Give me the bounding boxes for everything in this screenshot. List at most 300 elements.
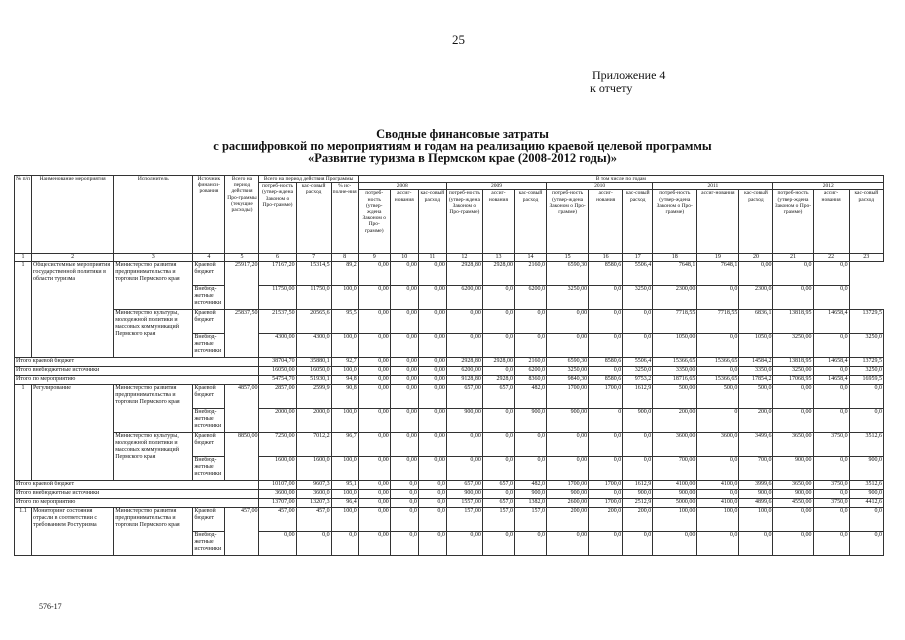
total-row — [15, 490, 884, 499]
table-cell-value: 3250,0 — [623, 367, 653, 376]
table-cell-value: 0,00 — [358, 457, 390, 481]
table-cell-value: 0,0 — [623, 457, 653, 481]
table-cell-value: 8580,6 — [589, 262, 623, 286]
table-cell-value: 1600,00 — [259, 457, 296, 481]
page-number: 25 — [452, 32, 465, 47]
column-number: 23 — [849, 254, 883, 262]
col-header-cash-2008: кас-совый расход — [418, 190, 446, 254]
table-cell-value: 900,0 — [739, 490, 773, 499]
total-program-value: 25837,50 — [225, 310, 259, 358]
footer-code: 576-17 — [39, 602, 62, 611]
table-cell-value: 6200,0 — [514, 367, 546, 376]
table-cell-value: 1050,0 — [739, 334, 773, 358]
table-cell-value: 0,0 — [390, 532, 418, 556]
table-cell-value: 0,00 — [773, 385, 813, 409]
table-cell-value: 900,00 — [446, 409, 482, 433]
table-cell-value: 900,0 — [514, 490, 546, 499]
table-cell-value: 482,0 — [514, 481, 546, 490]
table-cell-value: 0,0 — [418, 490, 446, 499]
table-cell-value: 0,00 — [358, 334, 390, 358]
table-cell-value: 0,00 — [390, 433, 418, 457]
table-cell-value: 0,00 — [390, 409, 418, 433]
total-row — [15, 481, 884, 490]
total-row — [15, 376, 884, 385]
measure-name: Общесистемные мероприятия государственной политики в области туризма — [32, 262, 114, 358]
table-cell-value: 0,00 — [390, 358, 418, 367]
table-cell-value: 3512,6 — [849, 433, 883, 457]
table-cell-value: 2300,00 — [653, 286, 697, 310]
table-cell-value: 15366,65 — [697, 358, 739, 367]
table-cell-value: 900,0 — [623, 409, 653, 433]
table-cell-value: 200,0 — [589, 508, 623, 532]
table-cell-value: 0,0 — [418, 499, 446, 508]
table-cell-value: 0,0 — [514, 433, 546, 457]
table-cell-value: 2599,9 — [296, 385, 331, 409]
table-cell-value: 0,00 — [390, 385, 418, 409]
table-cell-value: 200,0 — [623, 508, 653, 532]
table-cell-value: 0,00 — [390, 376, 418, 385]
table-cell-value: 38704,70 — [259, 358, 296, 367]
table-cell-value: 4412,6 — [849, 499, 883, 508]
table-cell-value: 3750,0 — [813, 499, 849, 508]
col-header-need-2008: потреб-ность (утвер-ждена Законом о Про-грамме) — [358, 190, 390, 254]
table-cell-value: 0,0 — [514, 334, 546, 358]
table-cell-value: 0,00 — [358, 490, 390, 499]
table-cell-value: 92,7 — [331, 358, 358, 367]
table-cell-value: 657,0 — [482, 499, 514, 508]
table-cell-value: 0,00 — [390, 310, 418, 334]
table-cell-value: 200,0 — [739, 409, 773, 433]
table-cell-value: 13207,3 — [296, 499, 331, 508]
table-cell-value: 2928,80 — [446, 358, 482, 367]
table-cell-value: 0,0 — [514, 532, 546, 556]
executor-name: Министерство развития предпринимательства и торговли Пермского края — [114, 262, 193, 310]
table-cell-value: 0,0 — [849, 385, 883, 409]
table-cell-value: 900,00 — [773, 457, 813, 481]
table-cell-value: 3250,00 — [547, 286, 589, 310]
table-cell-value: 0,0 — [589, 433, 623, 457]
executor-name: Министерство развития предпринимательства и торговли Пермского края — [114, 385, 193, 433]
table-row — [15, 385, 884, 409]
table-cell-value: 3600,0 — [296, 490, 331, 499]
table-cell-value: 900,00 — [446, 490, 482, 499]
table-cell-value: 900,0 — [623, 490, 653, 499]
table-cell-value: 8580,6 — [589, 376, 623, 385]
table-cell-value: 3350,0 — [739, 367, 773, 376]
appendix-line-2: к отчету — [590, 81, 633, 95]
table-cell-value: 7718,55 — [697, 310, 739, 334]
table-cell-value: 0,0 — [482, 310, 514, 334]
column-number: 13 — [482, 254, 514, 262]
table-cell-value: 0,0 — [739, 532, 773, 556]
executor-name: Министерство культуры, молодежной политики и массовых коммуникаций Пермского края — [114, 310, 193, 358]
table-cell-value: 0,00 — [446, 532, 482, 556]
total-row — [15, 367, 884, 376]
table-cell-value: 0,00 — [418, 310, 446, 334]
row-number: 1 — [15, 385, 32, 481]
table-cell-value: 0,0 — [697, 532, 739, 556]
table-cell-value: 3499,6 — [739, 433, 773, 457]
column-number: 9 — [358, 254, 390, 262]
col-header-need: потреб-ность (утвер-ждена Законом о Про-грамме) — [259, 183, 296, 254]
table-cell-value: 1050,00 — [653, 334, 697, 358]
table-cell-value: 4100,0 — [697, 481, 739, 490]
table-cell-value: 457,0 — [296, 508, 331, 532]
table-cell-value: 0,0 — [623, 532, 653, 556]
table-cell-value: 0,0 — [849, 532, 883, 556]
column-number: 6 — [259, 254, 296, 262]
table-cell-value: 0,0 — [482, 490, 514, 499]
table-cell-value: 0,00 — [358, 532, 390, 556]
table-cell-value: 96,7 — [331, 433, 358, 457]
col-header-cash-2011: кас-совый расход — [739, 190, 773, 254]
total-label: Итого краевой бюджет — [15, 358, 259, 367]
table-cell-value: 900,0 — [849, 490, 883, 499]
table-cell-value: 3650,00 — [773, 433, 813, 457]
table-cell-value: 0,00 — [358, 433, 390, 457]
table-cell-value: 0,0 — [482, 334, 514, 358]
table-cell-value: 5506,4 — [623, 358, 653, 367]
table-cell-value: 1557,00 — [446, 499, 482, 508]
table-cell-value: 0,00 — [547, 310, 589, 334]
funding-source: Внебюд-жетные источники — [193, 457, 225, 481]
funding-source: Краевой бюджет — [193, 262, 225, 286]
table-cell-value: 17167,20 — [259, 262, 296, 286]
table-cell-value: 6200,0 — [514, 286, 546, 310]
table-cell-value: 0,00 — [446, 433, 482, 457]
table-cell-value: 54754,70 — [259, 376, 296, 385]
table-cell-value: 657,00 — [446, 385, 482, 409]
table-cell-value: 0,0 — [482, 457, 514, 481]
table-cell-value: 0,00 — [390, 262, 418, 286]
table-cell-value: 1700,0 — [589, 499, 623, 508]
column-number: 10 — [390, 254, 418, 262]
column-number: 22 — [813, 254, 849, 262]
table-cell-value: 5000,00 — [653, 499, 697, 508]
year-header-2009: 2009 — [446, 183, 546, 190]
table-cell-value: 0,0 — [813, 508, 849, 532]
table-cell-value: 2512,9 — [623, 499, 653, 508]
table-cell-value: 89,2 — [331, 262, 358, 286]
funding-source: Внебюд-жетные источники — [193, 409, 225, 433]
table-cell-value: 0,00 — [418, 433, 446, 457]
table-cell-value: 7250,00 — [259, 433, 296, 457]
table-cell-value: 900,0 — [514, 409, 546, 433]
table-cell-value: 6836,1 — [739, 310, 773, 334]
table-cell-value: 1612,9 — [623, 385, 653, 409]
col-header-source: Источник финанси-рования — [193, 176, 225, 254]
col-header-period: Всего на период действия Программы — [259, 176, 358, 183]
table-cell-value: 0,00 — [547, 457, 589, 481]
col-header-assign-2012: ассиг-нования — [813, 190, 849, 254]
table-cell-value: 0,00 — [418, 286, 446, 310]
column-number: 19 — [697, 254, 739, 262]
table-cell-value: 13818,95 — [773, 358, 813, 367]
table-cell-value: 2857,00 — [259, 385, 296, 409]
table-cell-value: 3750,0 — [813, 481, 849, 490]
table-cell-value: 3250,00 — [773, 334, 813, 358]
table-cell-value: 0,00 — [390, 334, 418, 358]
table-cell-value: 900,00 — [773, 490, 813, 499]
table-cell-value: 8360,0 — [514, 376, 546, 385]
total-program-value: 25917,20 — [225, 262, 259, 310]
table-cell-value: 6590,30 — [547, 262, 589, 286]
executor-name: Министерство культуры, молодежной политики и массовых коммуникаций Пермского края — [114, 433, 193, 481]
funding-source: Краевой бюджет — [193, 508, 225, 532]
table-cell-value: 7648,1 — [653, 262, 697, 286]
row-number: 1.1 — [15, 508, 32, 556]
table-cell-value: 0,0 — [697, 334, 739, 358]
col-header-cash-2010: кас-совый расход — [623, 190, 653, 254]
table-cell-value: 457,00 — [259, 508, 296, 532]
col-header-assign-2010: ассиг-нования — [589, 190, 623, 254]
table-cell-value: 0,0 — [623, 433, 653, 457]
table-cell-value: 100,0 — [331, 508, 358, 532]
table-cell-value: 2160,0 — [514, 262, 546, 286]
col-header-pct: % ис-полне-ния — [331, 183, 358, 254]
table-cell-value: 4100,00 — [653, 481, 697, 490]
table-cell-value: 21537,50 — [259, 310, 296, 334]
column-number: 12 — [446, 254, 482, 262]
table-cell-value: 0,00 — [773, 409, 813, 433]
col-header-exec: Исполнитель — [114, 176, 193, 254]
table-cell-value: 4550,00 — [773, 499, 813, 508]
table-cell-value: 0,0 — [623, 334, 653, 358]
column-number: 8 — [331, 254, 358, 262]
table-cell-value: 0,0 — [589, 367, 623, 376]
table-cell-value: 3250,0 — [849, 367, 883, 376]
table-cell-value: 0,0 — [331, 532, 358, 556]
table-cell-value: 2000,00 — [259, 409, 296, 433]
table-cell-value: 0,0 — [482, 367, 514, 376]
table-cell-value: 900,00 — [547, 409, 589, 433]
col-header-assign-2008: ассиг-нования — [390, 190, 418, 254]
table-cell-value: 51930,1 — [296, 376, 331, 385]
table-cell-value: 200,00 — [547, 508, 589, 532]
column-number: 1 — [15, 254, 32, 262]
table-cell-value: 0 — [697, 409, 739, 433]
table-cell-value: 0,00 — [358, 499, 390, 508]
table-cell-value: 2928,0 — [482, 376, 514, 385]
table-cell-value: 200,00 — [653, 409, 697, 433]
table-cell-value: 11750,00 — [259, 286, 296, 310]
total-label: Итого по мероприятию — [15, 376, 259, 385]
table-cell-value: 100,0 — [331, 286, 358, 310]
table-cell-value: 14658,4 — [813, 358, 849, 367]
col-header-by-year: В том числе по годам — [358, 176, 883, 183]
table-cell-value: 0,00 — [739, 262, 773, 286]
table-cell-value: 1700,00 — [547, 481, 589, 490]
table-cell-value: 9607,3 — [296, 481, 331, 490]
table-cell-value: 4899,6 — [739, 499, 773, 508]
table-cell-value: 0,00 — [418, 358, 446, 367]
table-cell-value: 0,00 — [390, 286, 418, 310]
table-cell-value: 0,0 — [390, 499, 418, 508]
table-cell-value: 95,1 — [331, 481, 358, 490]
table-cell-value: 0,0 — [623, 310, 653, 334]
table-cell-value: 0,0 — [482, 433, 514, 457]
table-cell-value: 0,00 — [358, 367, 390, 376]
table-cell-value: 1700,0 — [589, 481, 623, 490]
col-header-assign-2009: ассиг-нования — [482, 190, 514, 254]
table-cell-value: 13707,00 — [259, 499, 296, 508]
total-program-value: 457,00 — [225, 508, 259, 556]
title-line-1: Сводные финансовые затраты — [376, 127, 549, 141]
column-number: 16 — [589, 254, 623, 262]
table-cell-value: 3250,0 — [623, 286, 653, 310]
table-cell-value: 2160,0 — [514, 358, 546, 367]
col-header-name: Наименование мероприятия — [32, 176, 114, 254]
table-cell-value: 100,0 — [331, 367, 358, 376]
table-cell-value: 0,00 — [446, 457, 482, 481]
table-cell-value: 14584,2 — [739, 358, 773, 367]
table-cell-value: 13729,5 — [849, 358, 883, 367]
table-cell-value: 3250,00 — [547, 367, 589, 376]
table-cell-value: 0,0 — [296, 532, 331, 556]
table-cell-value: 0,00 — [358, 358, 390, 367]
table-cell-value: 657,0 — [482, 481, 514, 490]
funding-source: Внебюд-жетные источники — [193, 532, 225, 556]
table-cell-value: 2600,00 — [547, 499, 589, 508]
table-cell-value: 0,0 — [697, 367, 739, 376]
measure-name: Мониторинг состояния отрасли в соответствии с требованием Ростуризма — [32, 508, 114, 556]
funding-source: Краевой бюджет — [193, 310, 225, 334]
year-header-2010: 2010 — [547, 183, 653, 190]
table-cell-value: 6200,00 — [446, 286, 482, 310]
table-cell-value: 9753,2 — [623, 376, 653, 385]
row-number: 1 — [15, 262, 32, 358]
table-cell-value: 0,00 — [653, 532, 697, 556]
table-cell-value: 17854,2 — [739, 376, 773, 385]
column-number: 4 — [193, 254, 225, 262]
executor-name: Министерство развития предпринимательства и торговли Пермского края — [114, 508, 193, 556]
table-cell-value: 0,00 — [773, 532, 813, 556]
table-cell-value: 0,00 — [773, 508, 813, 532]
table-cell-value: 0,0 — [813, 286, 849, 310]
total-program-value: 4857,00 — [225, 385, 259, 433]
table-cell-value: 2928,80 — [446, 262, 482, 286]
table-cell-value: 100,0 — [331, 457, 358, 481]
total-row — [15, 499, 884, 508]
table-cell-value: 0,00 — [259, 532, 296, 556]
year-header-2012: 2012 — [773, 183, 884, 190]
table-cell-value: 4100,0 — [697, 499, 739, 508]
table-cell-value: 0,0 — [390, 490, 418, 499]
table-cell-value: 0,00 — [418, 457, 446, 481]
table-cell-value: 0,0 — [589, 532, 623, 556]
table-cell-value: 95,5 — [331, 310, 358, 334]
col-header-need-2011: потреб-ность (утвер-ждена Законом о Про-грамме) — [653, 190, 697, 254]
table-cell-value: 0,00 — [358, 409, 390, 433]
table-cell-value: 900,0 — [849, 457, 883, 481]
table-cell-value: 100,0 — [331, 490, 358, 499]
table-cell-value: 0,0 — [418, 481, 446, 490]
table-cell-value: 0,0 — [589, 334, 623, 358]
table-cell-value: 0,0 — [482, 409, 514, 433]
table-cell-value: 700,0 — [739, 457, 773, 481]
table-cell-value: 0,0 — [418, 508, 446, 532]
table-cell-value: 0,00 — [358, 262, 390, 286]
table-cell-value: 0,0 — [418, 532, 446, 556]
table-cell-value: 7012,2 — [296, 433, 331, 457]
year-header-2011: 2011 — [653, 183, 773, 190]
table-cell-value: 35880,1 — [296, 358, 331, 367]
col-header-total: Всего на период действия Про-граммы (текущие расходы) — [225, 176, 259, 254]
funding-source: Внебюд-жетные источники — [193, 334, 225, 358]
table-cell-value: 500,0 — [697, 385, 739, 409]
table-cell-value: 157,0 — [514, 508, 546, 532]
funding-source: Краевой бюджет — [193, 433, 225, 457]
table-cell-value: 1700,00 — [547, 385, 589, 409]
appendix-note — [592, 69, 665, 95]
table-cell-value: 100,0 — [739, 508, 773, 532]
table-cell-value: 3600,0 — [697, 433, 739, 457]
table-cell-value: 7648,1 — [697, 262, 739, 286]
column-number: 18 — [653, 254, 697, 262]
table-cell-value: 4300,00 — [259, 334, 296, 358]
table-cell-value: 900,00 — [547, 490, 589, 499]
table-cell-value: 3600,00 — [259, 490, 296, 499]
table-cell-value: 0,0 — [813, 367, 849, 376]
column-number: 20 — [739, 254, 773, 262]
table-cell-value: 0,00 — [418, 367, 446, 376]
col-header-need-2010: потреб-ность (утвер-ждена Законом о Про-грамме) — [547, 190, 589, 254]
table-cell-value: 2928,00 — [482, 358, 514, 367]
column-number: 7 — [296, 254, 331, 262]
table-cell-value: 0,00 — [358, 508, 390, 532]
total-label: Итого по мероприятию — [15, 499, 259, 508]
table-cell-value: 0,0 — [813, 457, 849, 481]
table-cell-value: 5506,4 — [623, 262, 653, 286]
total-label: Итого внебюджетные источники — [15, 367, 259, 376]
table-cell-value: 0,0 — [482, 286, 514, 310]
table-cell-value: 1700,0 — [589, 385, 623, 409]
table-cell-value: 0,00 — [446, 334, 482, 358]
column-number: 14 — [514, 254, 546, 262]
table-cell-value: 500,0 — [739, 385, 773, 409]
table-cell-value: 6590,30 — [547, 358, 589, 367]
table-cell-value: 94,8 — [331, 376, 358, 385]
table-cell-value: 0,00 — [358, 376, 390, 385]
table-cell-value: 657,00 — [446, 481, 482, 490]
table-cell-value: 3600,00 — [653, 433, 697, 457]
table-cell-value: 15366,65 — [653, 358, 697, 367]
table-cell-value: 0,0 — [813, 385, 849, 409]
table-cell-value: 0,00 — [390, 457, 418, 481]
table-cell-value: 17068,95 — [773, 376, 813, 385]
table-cell-value: 0,00 — [547, 334, 589, 358]
table-cell-value: 0,0 — [697, 490, 739, 499]
table-cell-value: 0,0 — [589, 286, 623, 310]
table-cell-value: 0,0 — [514, 457, 546, 481]
table-cell-value: 2928,00 — [482, 262, 514, 286]
table-cell-value: 0,0 — [813, 409, 849, 433]
table-cell-value: 1600,0 — [296, 457, 331, 481]
total-program-value: 8850,00 — [225, 433, 259, 481]
table-cell-value: 0,00 — [418, 334, 446, 358]
table-cell-value: 0,0 — [849, 508, 883, 532]
table-cell-value: 13818,95 — [773, 310, 813, 334]
table-cell-value: 0,0 — [390, 481, 418, 490]
table-cell-value: 14658,4 — [813, 376, 849, 385]
table-cell-value: 700,00 — [653, 457, 697, 481]
financial-table — [14, 175, 884, 556]
total-row — [15, 358, 884, 367]
table-cell-value: 0,0 — [813, 262, 849, 286]
table-cell-value: 157,0 — [482, 508, 514, 532]
table-row — [15, 433, 884, 457]
table-cell-value: 0,00 — [390, 367, 418, 376]
